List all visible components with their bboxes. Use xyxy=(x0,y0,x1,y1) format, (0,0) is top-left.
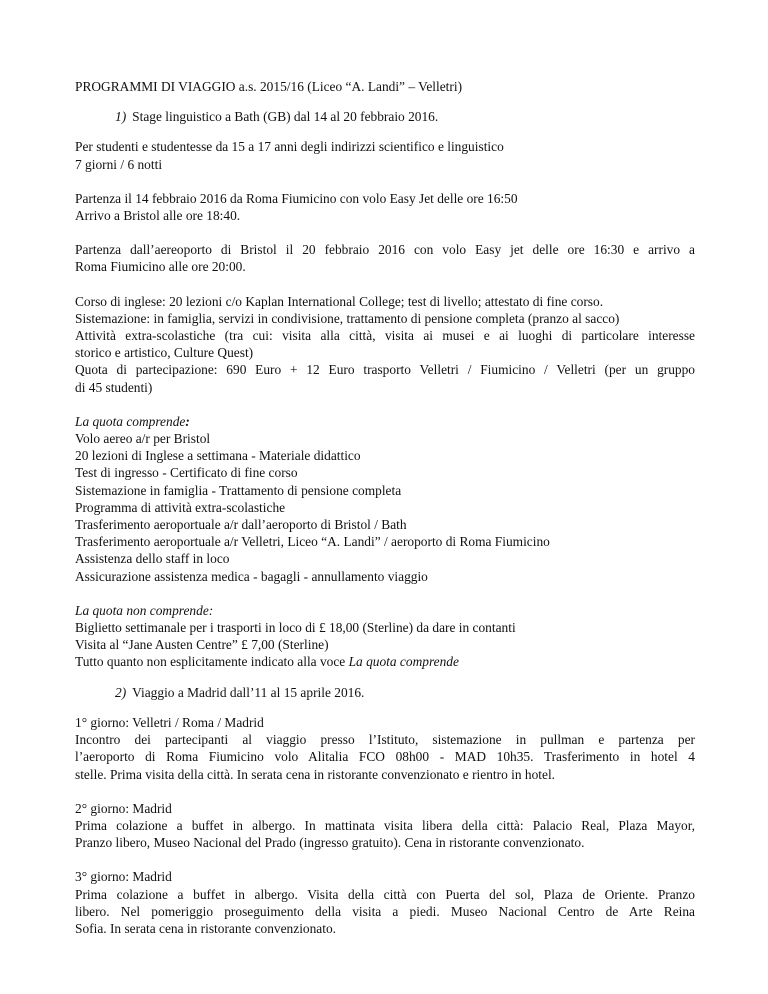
document-page xyxy=(75,78,695,937)
trip1-detail-line: storico e artistico, Culture Quest) xyxy=(75,345,254,361)
day-line: libero. Nel pomeriggio proseguimento della visita a piedi. Museo Nacional Centro de Arte Reina xyxy=(75,903,695,919)
includes-title-text: La quota comprende xyxy=(75,413,186,429)
trip1-detail-line: di 45 studenti) xyxy=(75,379,153,395)
day-title: 1° giorno: Velletri / Roma / Madrid xyxy=(75,714,264,730)
trip2-number: 2) xyxy=(115,684,127,700)
trip1-excludes-item: Biglietto settimanale per i trasporti in loco di £ 18,00 (Sterline) da dare in contanti xyxy=(75,620,516,636)
trip1-detail-line: Quota di partecipazione: 690 Euro + 12 Euro trasporto Velletri / Fiumicino / Velletri (per un gruppo xyxy=(75,362,695,378)
day-line: stelle. Prima visita della città. In serata cena in ristorante convenzionato e rientro in hotel. xyxy=(75,766,556,782)
trip1-intro-line: 7 giorni / 6 notti xyxy=(75,156,163,172)
excludes-last-ref: La quota comprende xyxy=(348,654,459,670)
trip1-includes-item: Trasferimento aeroportuale a/r dall’aeroporto di Bristol / Bath xyxy=(75,517,407,533)
day-line: l’aeroporto di Roma Fiumicino volo Alitalia FCO 08h00 - MAD 10h35. Trasferimento in hotel 4 xyxy=(75,749,695,765)
document-title: PROGRAMMI DI VIAGGIO a.s. 2015/16 (Liceo “A. Landi” – Velletri) xyxy=(75,79,463,94)
trip1-departure-line: Arrivo a Bristol alle ore 18:40. xyxy=(75,208,241,224)
trip1-includes-item: Sistemazione in famiglia - Trattamento di pensione completa xyxy=(75,482,402,498)
includes-title-colon: : xyxy=(185,413,190,429)
trip1-detail-line: Attività extra-scolastiche (tra cui: visita alla città, visita ai musei e ai luoghi di particolare interesse xyxy=(75,328,695,344)
trip1-detail-line: Corso di inglese: 20 lezioni c/o Kaplan International College; test di livello; attestato di fine corso. xyxy=(75,293,604,309)
excludes-last-prefix: Tutto quanto non esplicitamente indicato alla voce xyxy=(75,654,349,670)
trip1-includes-item: Test di ingresso - Certificato di fine corso xyxy=(75,465,298,481)
trip1-excludes-item: Visita al “Jane Austen Centre” £ 7,00 (Sterline) xyxy=(75,637,329,653)
trip2-heading-text: Viaggio a Madrid dall’11 al 15 aprile 2016. xyxy=(132,684,365,700)
day-line: Prima colazione a buffet in albergo. Visita della città con Puerta del sol, Plaza de Oriente. Pranzo xyxy=(75,886,695,902)
day-line: Incontro dei partecipanti al viaggio presso l’Istituto, sistemazione in pullman e partenza per xyxy=(75,732,695,748)
trip2-heading xyxy=(75,684,695,701)
trip1-includes-item: Volo aereo a/r per Bristol xyxy=(75,431,211,447)
day-line: Pranzo libero, Museo Nacional del Prado (ingresso gratuito). Cena in ristorante convenzionato. xyxy=(75,835,585,851)
trip1-intro-line: Per studenti e studentesse da 15 a 17 anni degli indirizzi scientifico e linguistico xyxy=(75,139,504,155)
trip1-return-line: Roma Fiumicino alle ore 20:00. xyxy=(75,259,246,275)
day-title: 2° giorno: Madrid xyxy=(75,800,172,816)
trip1-excludes-title: La quota non comprende: xyxy=(75,602,214,618)
trip1-detail-line: Sistemazione: in famiglia, servizi in condivisione, trattamento di pensione completa (pranzo al sacco) xyxy=(75,310,620,326)
trip1-includes-item: Programma di attività extra-scolastiche xyxy=(75,499,286,515)
trip1-departure-line: Partenza il 14 febbraio 2016 da Roma Fiumicino con volo Easy Jet delle ore 16:50 xyxy=(75,190,518,206)
day-title: 3° giorno: Madrid xyxy=(75,869,172,885)
day-line: Sofia. In serata cena in ristorante convenzionato. xyxy=(75,920,337,936)
trip1-includes-item: 20 lezioni di Inglese a settimana - Materiale didattico xyxy=(75,448,361,464)
trip1-includes-title xyxy=(75,413,695,430)
trip1-heading xyxy=(75,108,695,125)
trip1-excludes-item xyxy=(75,653,695,670)
trip1-heading-text: Stage linguistico a Bath (GB) dal 14 al 20 febbraio 2016. xyxy=(132,109,439,125)
trip1-includes-item: Trasferimento aeroportuale a/r Velletri, Liceo “A. Landi” / aeroporto di Roma Fiumicino xyxy=(75,534,550,550)
trip1-includes-item: Assistenza dello staff in loco xyxy=(75,551,230,567)
trip1-return-line: Partenza dall’aereoporto di Bristol il 20 febbraio 2016 con volo Easy jet delle ore 16:30 e arrivo a xyxy=(75,242,695,258)
trip1-includes-item: Assicurazione assistenza medica - bagagli - annullamento viaggio xyxy=(75,568,428,584)
trip1-number: 1) xyxy=(115,109,127,125)
day-line: Prima colazione a buffet in albergo. In mattinata visita libera della città: Palacio Real, Plaza Mayor, xyxy=(75,817,695,833)
